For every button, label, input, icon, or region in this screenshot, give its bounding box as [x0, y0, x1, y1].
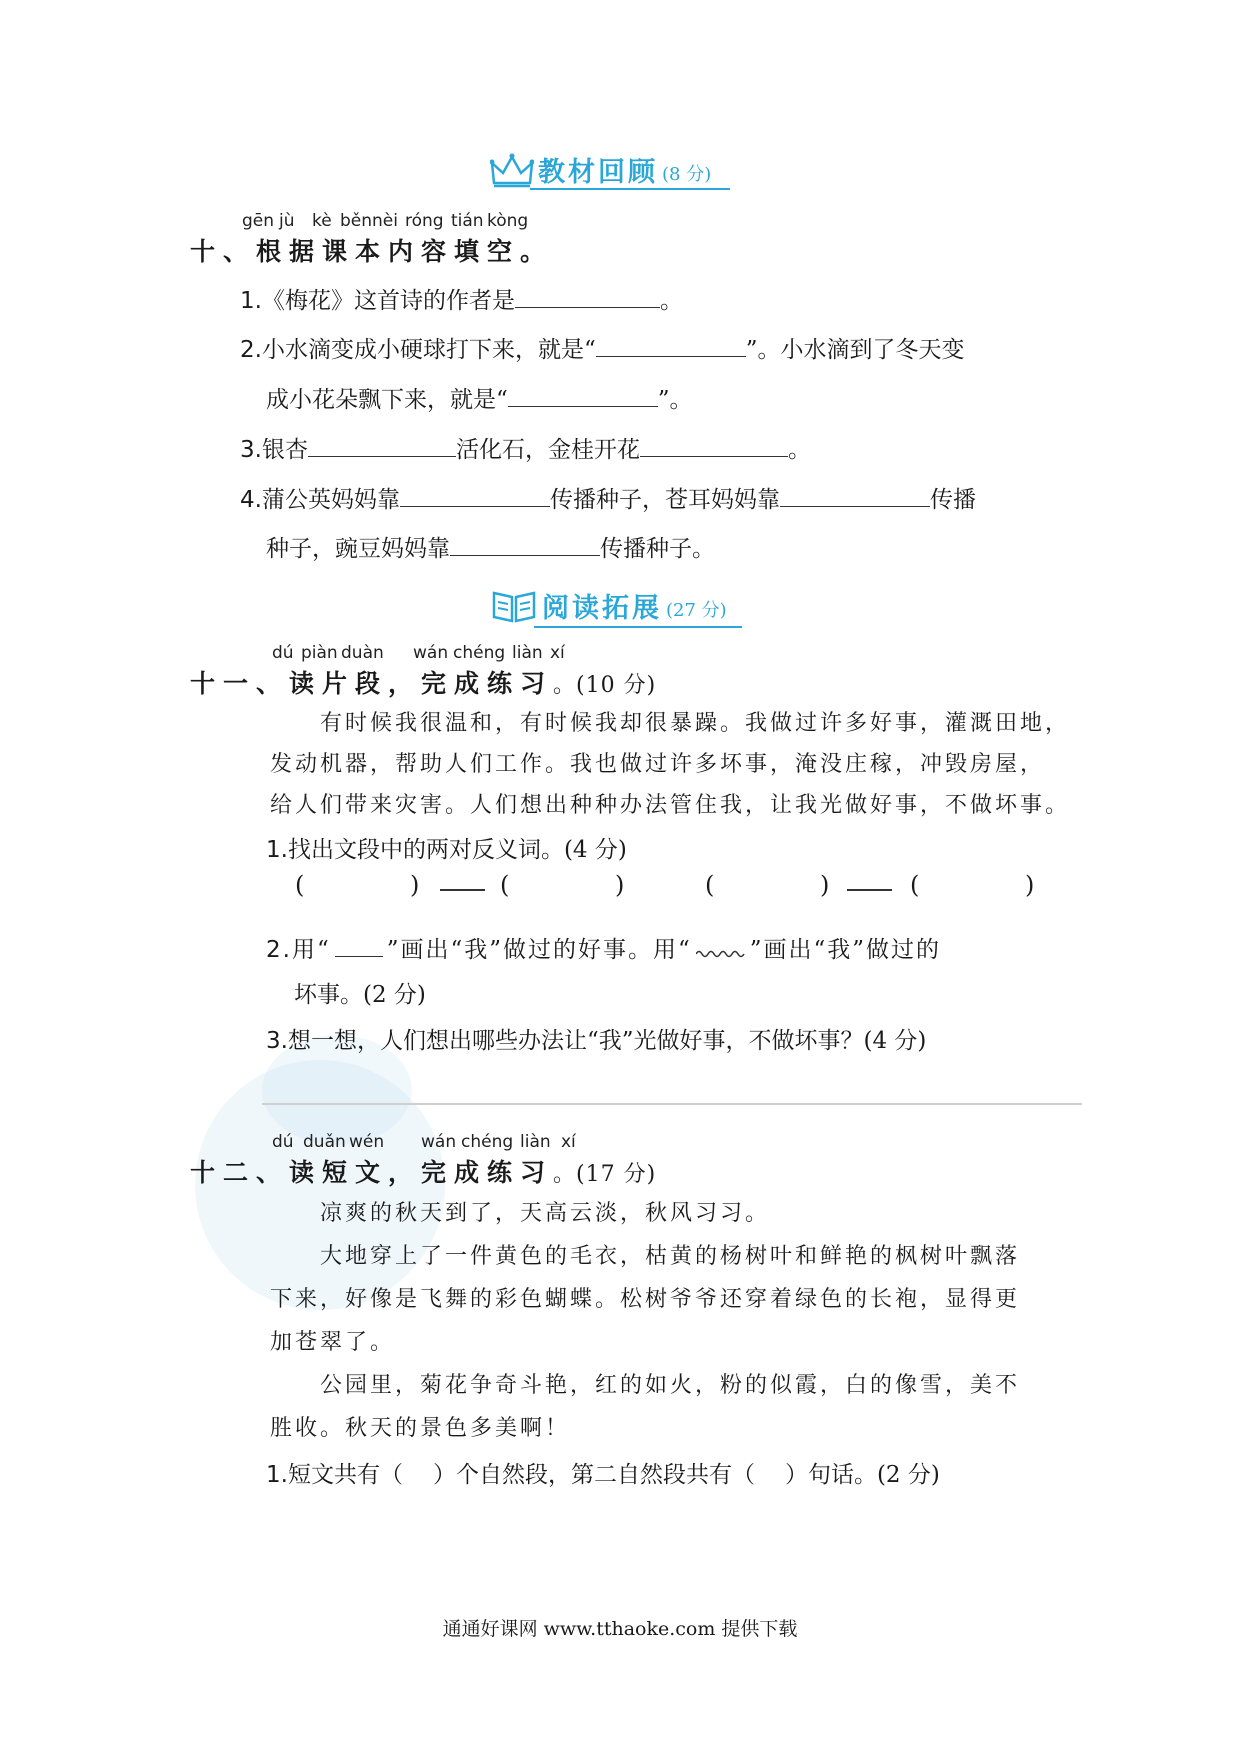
- pinyin: duǎn: [303, 1132, 346, 1152]
- item-3: 3.银杏 活化石，金桂开花 。: [240, 431, 811, 464]
- section-score: (27 分): [666, 600, 727, 621]
- pinyin: tián: [451, 211, 484, 231]
- section-title: 教材回顾: [538, 157, 658, 188]
- answer-blank[interactable]: [308, 434, 456, 457]
- question-heading: 十二、读短文，完成练习。(17 分): [190, 1158, 657, 1187]
- passage-line: 大地穿上了一件黄色的毛衣，枯黄的杨树叶和鲜艳的枫树叶飘落: [320, 1244, 1021, 1269]
- paren-close: ): [1025, 871, 1035, 899]
- answer-blank[interactable]: [508, 384, 658, 407]
- pinyin: jù: [279, 211, 295, 231]
- pinyin: liàn: [512, 643, 543, 663]
- crown-icon: [490, 153, 534, 189]
- sub-question-2: 2.用“ ”画出“我”做过的好事。用“ ”画出“我”做过的: [266, 931, 941, 964]
- passage-line: 下来，好像是飞舞的彩色蝴蝶。松树爷爷还穿着绿色的长袍，显得更: [270, 1287, 1021, 1312]
- pinyin: kòng: [487, 211, 529, 231]
- answer-blank[interactable]: [450, 533, 600, 556]
- question-heading: 十、根据课本内容填空。: [190, 237, 554, 266]
- paren-close: ): [615, 871, 625, 899]
- pinyin: chéng: [453, 643, 506, 663]
- footer-credit: 通通好课网 www.tthaoke.com 提供下载: [442, 1618, 798, 1640]
- passage-line: 发动机器，帮助人们工作。我也做过许多坏事，淹没庄稼，冲毁房屋，: [270, 752, 1046, 777]
- banner-underline: [534, 626, 742, 628]
- pinyin: xí: [550, 643, 565, 663]
- paren-open: (: [910, 871, 920, 899]
- connector-dash: [440, 889, 485, 891]
- connector-dash: [847, 889, 892, 891]
- straight-line-sample: [335, 934, 383, 957]
- pinyin: nèi: [372, 211, 398, 231]
- answer-blank[interactable]: [780, 484, 930, 507]
- divider: [262, 1103, 1082, 1105]
- passage-line: 公园里，菊花争奇斗艳，红的如火，粉的似霞，白的像雪，美不: [320, 1373, 1021, 1398]
- sub-question-1: 1.短文共有（ ）个自然段，第二自然段共有（ ）句话。(2 分): [266, 1462, 940, 1488]
- sub-question-1: 1.找出文段中的两对反义词。(4 分): [266, 837, 627, 863]
- pinyin: wán: [421, 1132, 457, 1152]
- pinyin: liàn: [520, 1132, 551, 1152]
- pinyin: piàn: [301, 643, 338, 663]
- section-title: 阅读拓展: [542, 593, 662, 624]
- section-banner-review: [490, 150, 711, 189]
- item-2-cont: 成小花朵飘下来，就是“ ”。: [266, 381, 693, 414]
- paren-open: (: [295, 871, 305, 899]
- banner-underline: [530, 188, 730, 190]
- answer-blank[interactable]: [515, 285, 660, 308]
- pinyin: chéng: [461, 1132, 514, 1152]
- pinyin: róng: [405, 211, 444, 231]
- item-1: 1.《梅花》这首诗的作者是 。: [240, 282, 683, 315]
- paren-open: (: [500, 871, 510, 899]
- wavy-line-sample: [696, 949, 746, 959]
- passage-line: 有时候我很温和，有时候我却很暴躁。我做过许多好事，灌溉田地，: [320, 711, 1071, 736]
- answer-blank[interactable]: [640, 434, 788, 457]
- paren-open: (: [705, 871, 715, 899]
- pinyin: běn: [340, 211, 373, 231]
- section-score: (8 分): [662, 164, 712, 185]
- pinyin: wén: [349, 1132, 385, 1152]
- sub-question-3: 3.想一想，人们想出哪些办法让“我”光做好事，不做坏事？(4 分): [266, 1028, 927, 1054]
- passage-line: 加苍翠了。: [270, 1330, 396, 1355]
- pinyin: duàn: [341, 643, 384, 663]
- passage-line: 凉爽的秋天到了，天高云淡，秋风习习。: [320, 1201, 771, 1226]
- pinyin: wán: [413, 643, 449, 663]
- pinyin: gēn: [242, 211, 275, 231]
- section-banner-reading: [490, 586, 727, 625]
- item-4: 4.蒲公英妈妈靠 传播种子，苍耳妈妈靠 传播: [240, 481, 976, 514]
- passage-line: 给人们带来灾害。人们想出种种办法管住我，让我光做好事，不做坏事。: [270, 793, 1071, 818]
- paren-close: ): [820, 871, 830, 899]
- passage-line: 胜收。秋天的景色多美啊！: [270, 1416, 571, 1441]
- pinyin: dú: [272, 643, 294, 663]
- pinyin: dú: [272, 1132, 294, 1152]
- pinyin: xí: [561, 1132, 576, 1152]
- sub-question-2-cont: 坏事。(2 分): [294, 982, 426, 1008]
- answer-blank[interactable]: [400, 484, 550, 507]
- question-heading: 十一、读片段，完成练习。(10 分): [190, 669, 657, 698]
- item-2: 2.小水滴变成小硬球打下来，就是“ ”。小水滴到了冬天变: [240, 331, 964, 364]
- paren-close: ): [410, 871, 420, 899]
- pinyin: kè: [312, 211, 332, 231]
- item-4-cont: 种子，豌豆妈妈靠 传播种子。: [266, 530, 715, 563]
- book-icon: [490, 587, 538, 625]
- answer-blank[interactable]: [596, 334, 746, 357]
